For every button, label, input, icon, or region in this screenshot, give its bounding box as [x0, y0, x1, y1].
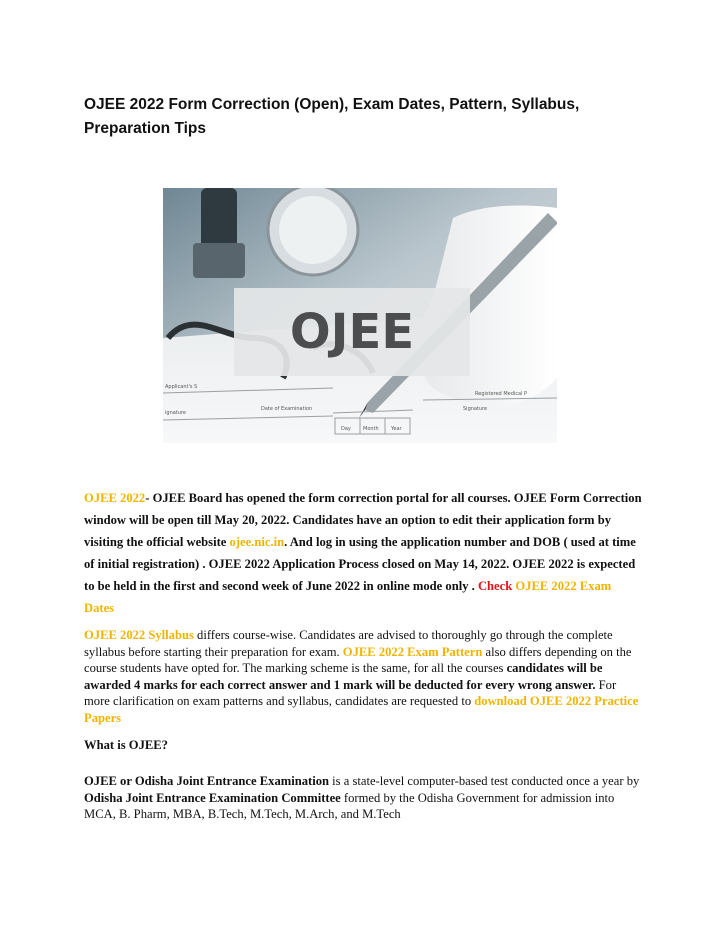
svg-text:Year: Year	[391, 426, 402, 432]
svg-text:Date of Examination: Date of Examination	[261, 406, 313, 412]
syllabus-text-3: For more clarification on exam patterns and syllabus, candidates are requested to	[84, 677, 617, 708]
svg-text:Day: Day	[341, 426, 351, 432]
svg-text:Month: Month	[363, 426, 379, 432]
check-label: Check	[477, 579, 513, 593]
official-website-link[interactable]: ojee.nic.in	[229, 535, 285, 549]
committee-bold: Odisha Joint Entrance Examination Committee	[84, 790, 341, 805]
about-text-1: is a state-level computer-based test conducted once a year by	[329, 774, 640, 788]
ojee-photo	[163, 188, 557, 443]
ojee-2022-link[interactable]: OJEE 2022	[84, 491, 146, 505]
logo-text: OJEE	[289, 304, 415, 360]
svg-text:ignature: ignature	[165, 410, 186, 416]
intro-paragraph	[84, 487, 644, 619]
exam-dates-link[interactable]: OJEE 2022 Exam Dates	[84, 579, 612, 615]
svg-text:Registered Medical P: Registered Medical P	[475, 391, 528, 397]
syllabus-paragraph	[84, 627, 644, 726]
page-title: OJEE 2022 Form Correction (Open), Exam Dates, Pattern, Syllabus, Preparation Tips	[84, 96, 580, 137]
syllabus-text-2: also differs depending on the course students have opted for. The marking scheme is the same, for all the courses	[84, 644, 632, 675]
practice-papers-link[interactable]: download OJEE 2022 Practice Papers	[84, 694, 639, 725]
what-is-ojee-heading: What is OJEE?	[84, 738, 168, 752]
exam-pattern-link[interactable]: OJEE 2022 Exam Pattern	[342, 644, 483, 659]
intro-text-1: - OJEE Board has opened the form correction portal for all courses. OJEE Form Correction window will be open till May 20, 2022. Candidates have an option to edit their application form by visiting the official website	[84, 491, 642, 549]
intro-text-2: . And log in using the application number and DOB ( used at time of initial registration) . OJEE 2022 Application Process closed on May 14, 2022. OJEE 2022 is expected to be held in the first and second week of June 2022 in online mode only .	[84, 535, 636, 593]
about-text-2: formed by the Odisha Government for admission into MCA, B. Pharm, MBA, B.Tech, M.Tech, M.Arch, and M.Tech	[84, 790, 615, 821]
ojee-definition-bold: OJEE or Odisha Joint Entrance Examination	[84, 774, 330, 788]
syllabus-link[interactable]: OJEE 2022 Syllabus	[84, 628, 194, 642]
about-paragraph	[84, 773, 644, 823]
syllabus-text-1: differs course-wise. Candidates are advised to thoroughly go through the complete syllabus before starting their preparation for exam.	[84, 628, 613, 659]
svg-text:Signature: Signature	[463, 406, 488, 412]
svg-text:Applicant's S: Applicant's S	[165, 384, 198, 390]
hero-image	[163, 188, 557, 443]
marking-scheme-text: candidates will be awarded 4 marks for each correct answer and 1 mark will be deducted for every wrong answer.	[84, 661, 603, 692]
